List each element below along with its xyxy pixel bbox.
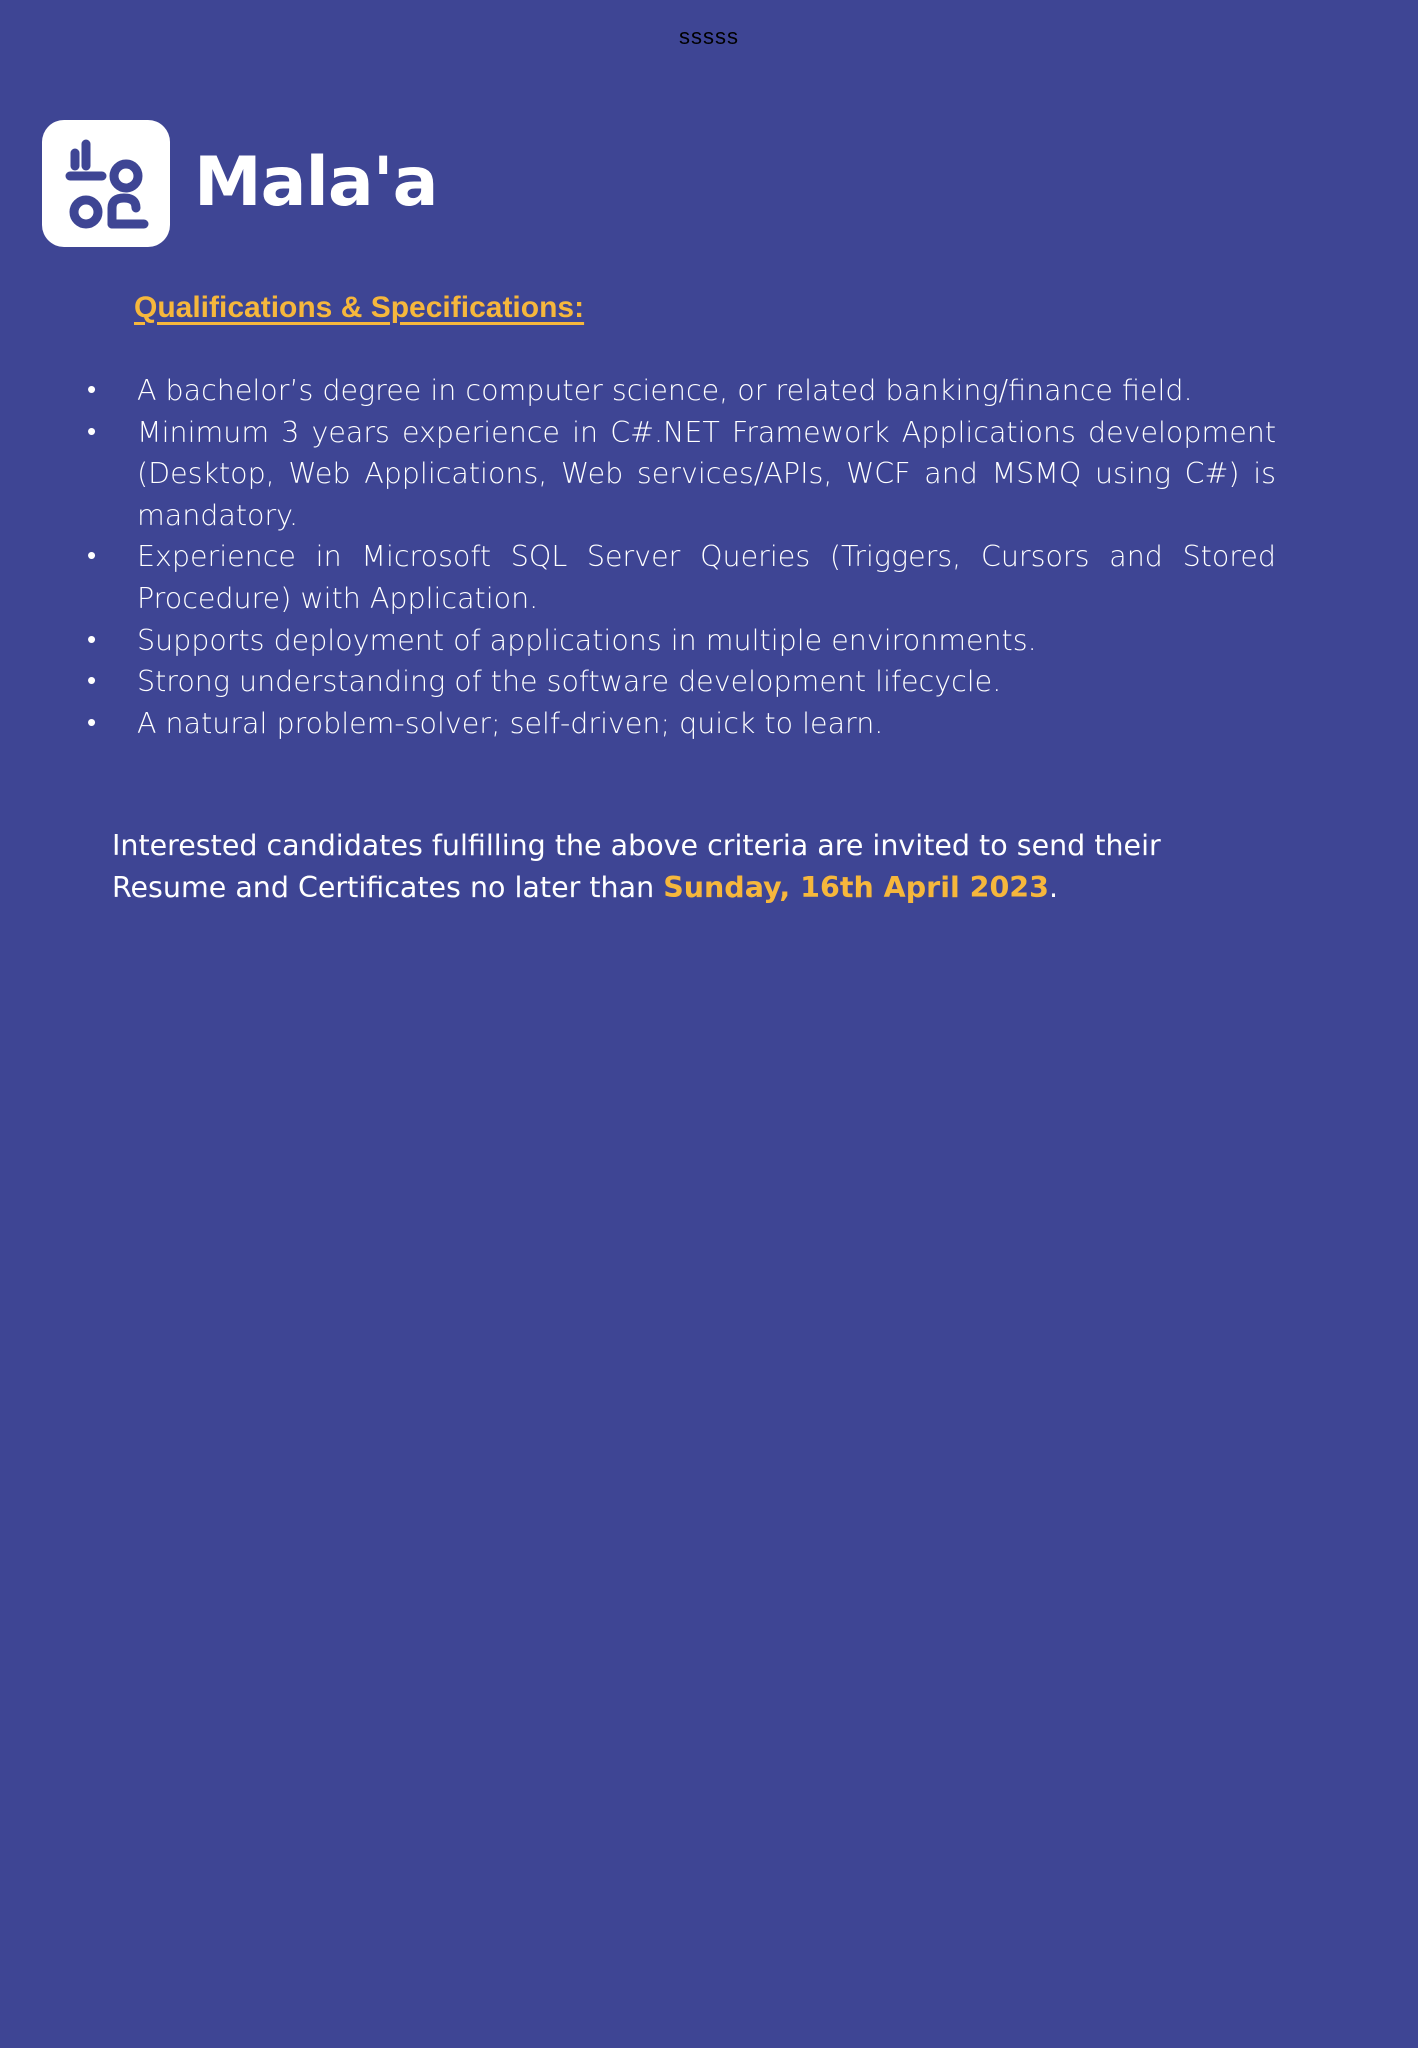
list-item-text: A natural problem-solver; self-driven; quick to learn. (137, 706, 884, 740)
list-item-text: Strong understanding of the software development lifecycle. (137, 665, 1002, 699)
deadline-date: Sunday, 16th April 2023 (663, 870, 1049, 904)
closing-period: . (1048, 870, 1059, 904)
list-item (84, 703, 1276, 745)
brand-name: Mala'a (194, 143, 438, 222)
list-item (84, 536, 1276, 619)
list-item-text: Experience in Microsoft SQL Server Queries (Triggers, Cursors and Stored Procedure) with Application. (137, 540, 1276, 615)
closing-text: Interested candidates fulfilling the above criteria are invited to send their Resume and Certificates no later than (112, 829, 1161, 904)
list-item (84, 370, 1276, 412)
list-item (84, 620, 1276, 662)
bullet-icon: • (87, 707, 97, 738)
bullet-icon: • (87, 624, 97, 655)
bullet-icon: • (87, 666, 97, 697)
list-item-text: Minimum 3 years experience in C#.NET Framework Applications development (Desktop, Web Applications, Web services/APIs, WCF and MSMQ using C#) is mandatory. (137, 415, 1276, 532)
qualifications-heading: Qualifications & Specifications: (134, 291, 585, 324)
list-item-text: Supports deployment of applications in multiple environments. (137, 623, 1037, 657)
list-item (84, 661, 1276, 703)
bullet-icon: • (87, 416, 97, 447)
list-item-text: A bachelor’s degree in computer science, or related banking/finance field. (137, 374, 1193, 407)
list-item (84, 412, 1276, 537)
bullet-icon: • (87, 375, 97, 405)
closing-paragraph (112, 825, 1276, 908)
qualifications-list (84, 370, 1276, 744)
malaa-logo-icon (42, 120, 170, 247)
page-header-text: sssss (679, 24, 739, 49)
bullet-icon: • (87, 541, 97, 572)
